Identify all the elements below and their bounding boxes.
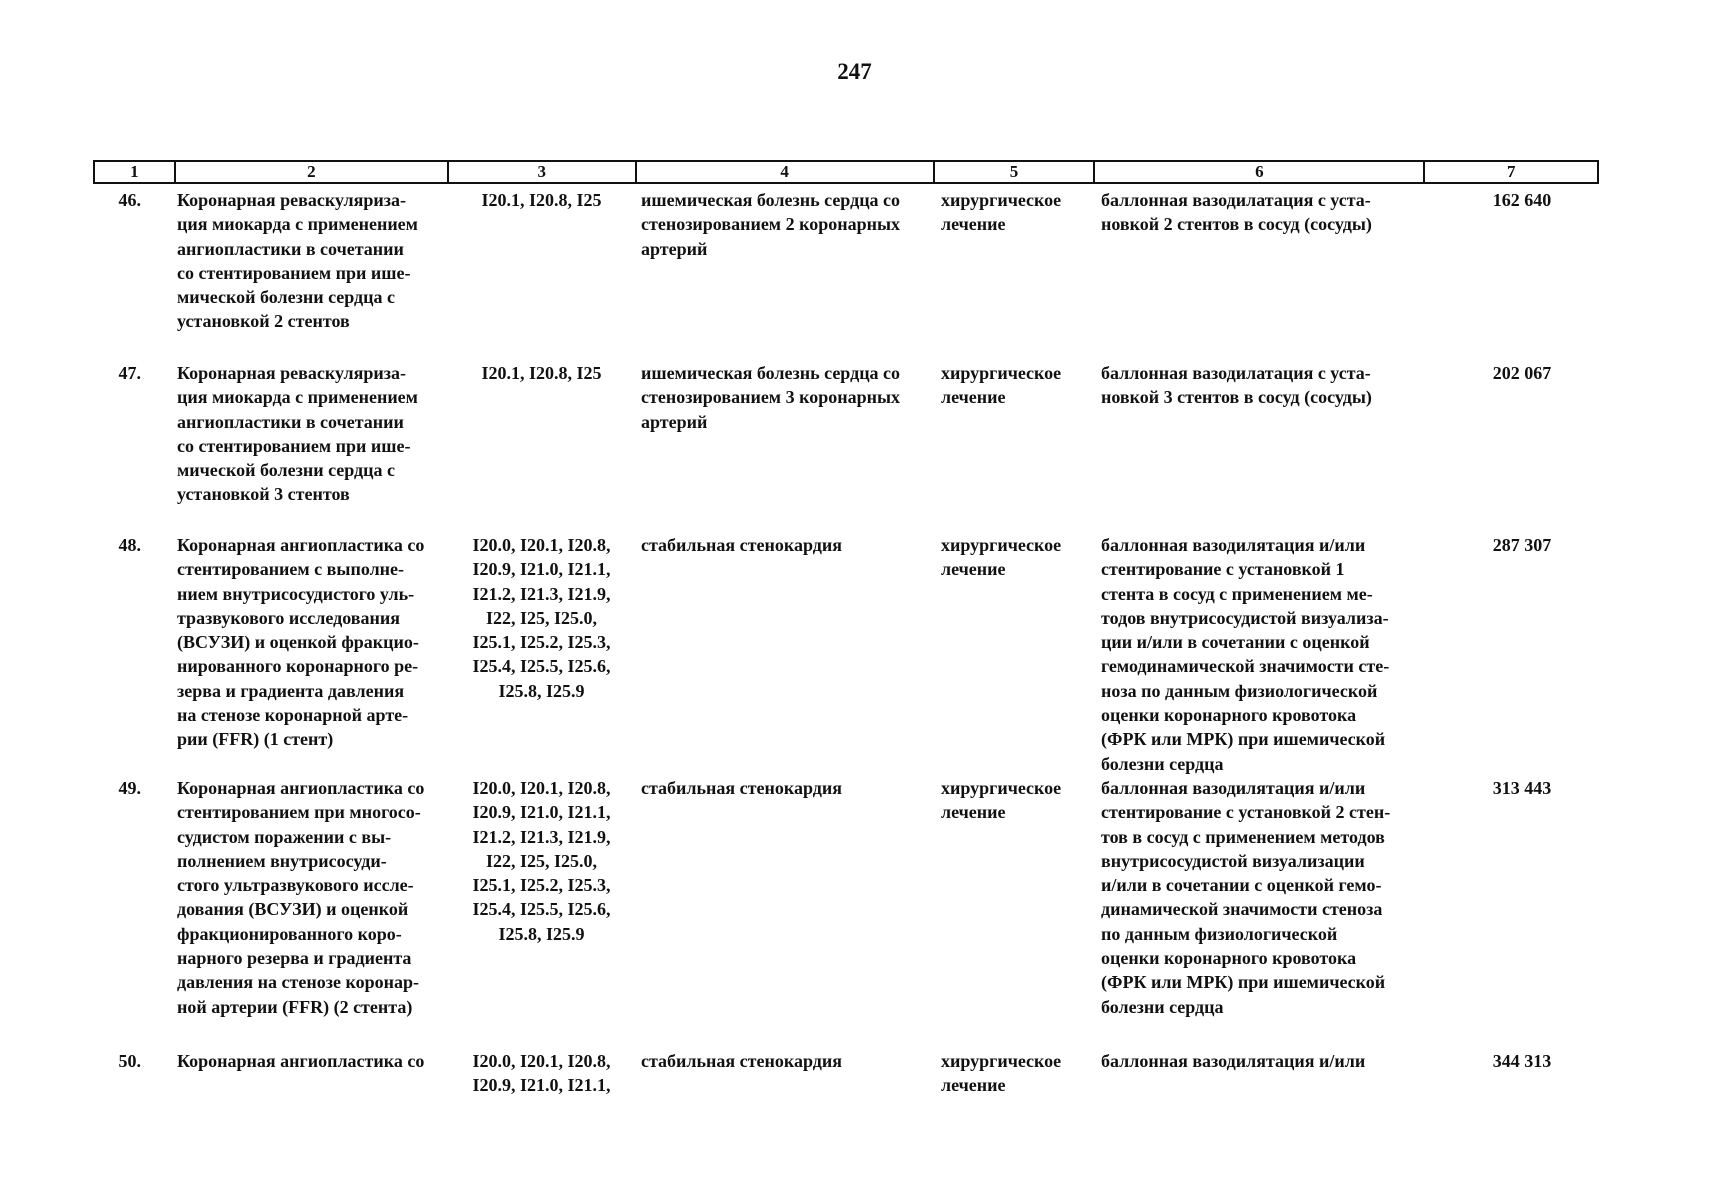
header-column-6: 6: [1095, 162, 1425, 182]
treatment-method: баллонная вазодилятация и/или стентирование с установкой 1 стента в сосуд с применением ме- тодов внутрисосудистой визуализа- ции и/или в сочетании с оценкой гемодинамической значимости сте- ноза по данным физиологической оценки коронарного кровотока (ФРК или МРК) при ишемической болезни сердца: [1101, 535, 1390, 774]
disease-model: стабильная стенокардия: [641, 1051, 842, 1071]
procedure-name: Коронарная реваскуляриза- ция миокарда с применением ангиопластики в сочетании со стентированием при ише- мической болезни сердца с установкой 2 стентов: [177, 190, 418, 332]
treatment-type: хирургическое лечение: [941, 190, 1062, 235]
procedure-name: Коронарная ангиопластика со стентированием с выполне- нием внутрисосудистого уль- тразвукового исследования (ВСУЗИ) и оценкой фракцио- нированного коронарного ре- зерва и градиента давления на стенозе коронарной арте- рии (FFR) (1 стент): [177, 535, 425, 750]
treatment-type: хирургическое лечение: [941, 1051, 1062, 1096]
procedure-name: Коронарная ангиопластика со: [177, 1051, 425, 1071]
disease-model: ишемическая болезнь сердца со стенозированием 3 коронарных артерий: [641, 363, 901, 432]
row-number: 47.: [118, 363, 141, 383]
procedure-name: Коронарная ангиопластика со стентированием при многосо- судистом поражении с вы- полнением внутрисосуди- стого ультразвукового иссле- дования (ВСУЗИ) и оценкой фракционированного коро- нарного резерва и градиента давления на стенозе коронар- ной артерии (FFR) (2 стента): [177, 778, 425, 1017]
header-column-7: 7: [1506, 162, 1516, 181]
header-column-2: 2: [176, 162, 449, 182]
row-number: 48.: [118, 535, 141, 555]
table-header-row: [93, 160, 1599, 184]
row-number: 46.: [118, 190, 141, 210]
treatment-type: хирургическое лечение: [941, 535, 1062, 580]
treatment-type: хирургическое лечение: [941, 778, 1062, 823]
header-column-4: 4: [637, 162, 935, 182]
icd-codes: I20.1, I20.8, I25: [481, 190, 602, 210]
treatment-method: баллонная вазодилятация и/или: [1101, 1051, 1366, 1071]
row-number: 50.: [118, 1051, 141, 1071]
row-number: 49.: [118, 778, 141, 798]
disease-model: стабильная стенокардия: [641, 778, 842, 798]
price: 202 067: [1492, 363, 1552, 383]
header-column-5: 5: [935, 162, 1096, 182]
disease-model: стабильная стенокардия: [641, 535, 842, 555]
price: 287 307: [1492, 535, 1552, 555]
disease-model: ишемическая болезнь сердца со стенозированием 2 коронарных артерий: [641, 190, 901, 259]
icd-codes: I20.0, I20.1, I20.8, I20.9, I21.0, I21.1, I21.2, I21.3, I21.9, I22, I25, I25.0, I25.1, I25.2, I25.3, I25.4, I25.5, I25.6, I25.8, I25.9: [472, 778, 611, 944]
price: 313 443: [1492, 778, 1552, 798]
icd-codes: I20.0, I20.1, I20.8, I20.9, I21.0, I21.1, I21.2, I21.3, I21.9, I22, I25, I25.0, I25.1, I25.2, I25.3, I25.4, I25.5, I25.6, I25.8, I25.9: [472, 535, 611, 701]
price: 162 640: [1492, 190, 1552, 210]
procedure-name: Коронарная реваскуляриза- ция миокарда с применением ангиопластики в сочетании со стентированием при ише- мической болезни сердца с установкой 3 стентов: [177, 363, 418, 505]
treatment-method: баллонная вазодилятация и/или стентирование с установкой 2 стен- тов в сосуд с применением методов внутрисосудистой визуализации и/или в сочетании с оценкой гемо- динамической значимости стеноза по данным физиологической оценки коронарного кровотока (ФРК или МРК) при ишемической болезни сердца: [1101, 778, 1391, 1017]
treatment-type: хирургическое лечение: [941, 363, 1062, 408]
header-column-3: 3: [449, 162, 637, 182]
icd-codes: I20.1, I20.8, I25: [481, 363, 602, 383]
treatment-method: баллонная вазодилатация с уста- новкой 3 стентов в сосуд (сосуды): [1101, 363, 1372, 408]
price: 344 313: [1492, 1051, 1552, 1071]
icd-codes: I20.0, I20.1, I20.8, I20.9, I21.0, I21.1,: [472, 1051, 611, 1096]
header-column-1: 1: [95, 162, 176, 182]
treatment-method: баллонная вазодилатация с уста- новкой 2 стентов в сосуд (сосуды): [1101, 190, 1372, 235]
page-number: 247: [837, 59, 872, 84]
